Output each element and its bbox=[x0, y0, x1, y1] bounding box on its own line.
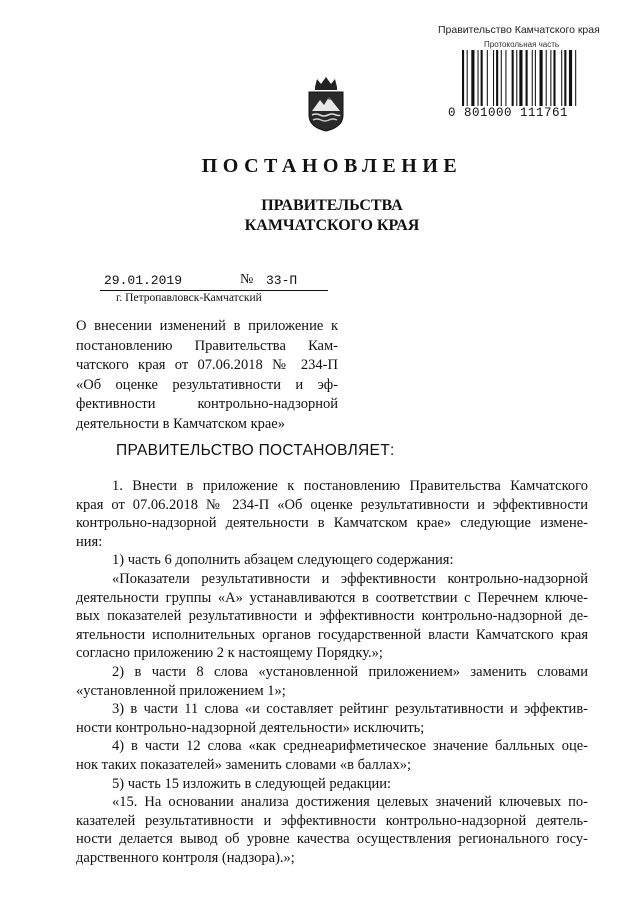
body-line: ния: bbox=[76, 533, 103, 550]
subject-line: «Об оценке результативности и эф- bbox=[76, 376, 338, 393]
body-line: края от 07.06.2018 № 234-П «Об оценке результативности и эффективности bbox=[76, 496, 588, 513]
barcode-bar bbox=[501, 50, 502, 106]
barcode-bar bbox=[487, 50, 488, 106]
barcode-bar bbox=[561, 50, 562, 106]
barcode-bar bbox=[575, 50, 576, 106]
document-body bbox=[76, 477, 588, 867]
body-line: ности контрольно-надзорной деятельности» исключить; bbox=[76, 719, 425, 736]
body-line: 5) часть 15 изложить в следующей редакции: bbox=[112, 775, 392, 792]
issuer-line-1: ПРАВИТЕЛЬСТВА bbox=[261, 197, 403, 214]
subject-line: постановлению Правительства Кам- bbox=[76, 337, 338, 354]
barcode-bar bbox=[493, 50, 494, 106]
body-line: дарственного контроля (надзора).»; bbox=[76, 849, 295, 866]
barcode-bar bbox=[564, 50, 566, 106]
body-line: «15. На основании анализа достижения целевых значений ключевых по- bbox=[112, 794, 588, 811]
document-title: ПОСТАНОВЛЕНИЕ bbox=[201, 155, 463, 177]
subject-line: деятельности в Камчатском крае» bbox=[76, 415, 285, 432]
barcode-bar bbox=[553, 50, 555, 106]
coat-of-arms-icon bbox=[305, 75, 347, 133]
body-line: вых показателей результативности и эффективности контрольно-надзорной де- bbox=[76, 608, 588, 625]
subject-line: О внесении изменений в приложение к bbox=[76, 318, 338, 334]
barcode-bar bbox=[467, 50, 468, 106]
body-line: деятельности группы «А» устанавливаются в соответствии с Перечнем ключе- bbox=[76, 589, 588, 606]
body-line: 1. Внести в приложение к постановлению Правительства Камчатского bbox=[112, 478, 588, 494]
barcode-bar bbox=[505, 50, 506, 106]
document-city: г. Петропавловск-Камчатский bbox=[116, 292, 262, 304]
body-line: «Показатели результативности и эффективности контрольно-надзорной bbox=[112, 570, 588, 587]
stamp-subtitle: Протокольная часть bbox=[484, 40, 560, 49]
stamp-registry-number: 0 801000 111761 bbox=[448, 106, 569, 120]
barcode-bar bbox=[462, 50, 464, 106]
barcode-bar bbox=[540, 50, 543, 106]
stamp-organization: Правительство Камчатского края bbox=[438, 24, 600, 36]
body-line: ности делается вывод об уровне качества осуществления регионального госу- bbox=[76, 831, 588, 848]
registration-underline bbox=[100, 290, 328, 291]
body-line: 2) в части 8 слова «установленной приложением» заменить словами bbox=[112, 663, 588, 680]
barcode-bar bbox=[526, 50, 528, 106]
barcode-bar bbox=[550, 50, 551, 106]
barcode-bar bbox=[519, 50, 522, 106]
barcode-bar bbox=[481, 50, 483, 106]
body-line: нок таких показателей» заменить словами «в баллах»; bbox=[76, 756, 411, 773]
registration-stamp bbox=[430, 20, 630, 130]
body-line: ятельности исполнительных органов государственной власти Камчатского края bbox=[76, 626, 588, 643]
subject-line: фективности контрольно-надзорной bbox=[76, 396, 338, 412]
body-line: согласно приложению 2 к настоящему Порядку.»; bbox=[76, 645, 383, 662]
body-line: 1) часть 6 дополнить абзацем следующего содержания: bbox=[112, 552, 454, 569]
barcode-bar bbox=[512, 50, 514, 106]
document-number: 33-П bbox=[266, 273, 298, 288]
body-line: контрольно-надзорной деятельности в Камчатском крае» следующие измене- bbox=[76, 515, 588, 532]
body-line: «установленной приложением 1»; bbox=[76, 682, 286, 699]
document-date: 29.01.2019 bbox=[104, 273, 183, 288]
body-line: 3) в части 11 слова «и составляет рейтинг результативности и эффектив- bbox=[112, 701, 588, 718]
barcode-bar bbox=[478, 50, 479, 106]
document-subject bbox=[76, 317, 338, 434]
number-sign: № bbox=[240, 272, 254, 287]
issuer-line-2: КАМЧАТСКОГО КРАЯ bbox=[244, 217, 420, 234]
issuer-name bbox=[0, 196, 640, 236]
barcode bbox=[462, 50, 610, 106]
barcode-bar bbox=[496, 50, 498, 106]
barcode-bar bbox=[516, 50, 517, 106]
decree-statement: ПРАВИТЕЛЬСТВО ПОСТАНОВЛЯЕТ: bbox=[116, 442, 395, 459]
barcode-bar bbox=[569, 50, 572, 106]
barcode-bar bbox=[546, 50, 547, 106]
barcode-bar bbox=[535, 50, 536, 106]
body-line: 4) в части 12 слова «как среднеарифметическое значение балльных оце- bbox=[112, 738, 588, 755]
barcode-bar bbox=[532, 50, 533, 106]
body-line: казателей результативности и эффективности контрольно-надзорной деятель- bbox=[76, 812, 588, 829]
subject-line: чатского края от 07.06.2018 № 234-П bbox=[76, 357, 338, 373]
barcode-bar bbox=[471, 50, 474, 106]
registration-line bbox=[100, 273, 330, 291]
